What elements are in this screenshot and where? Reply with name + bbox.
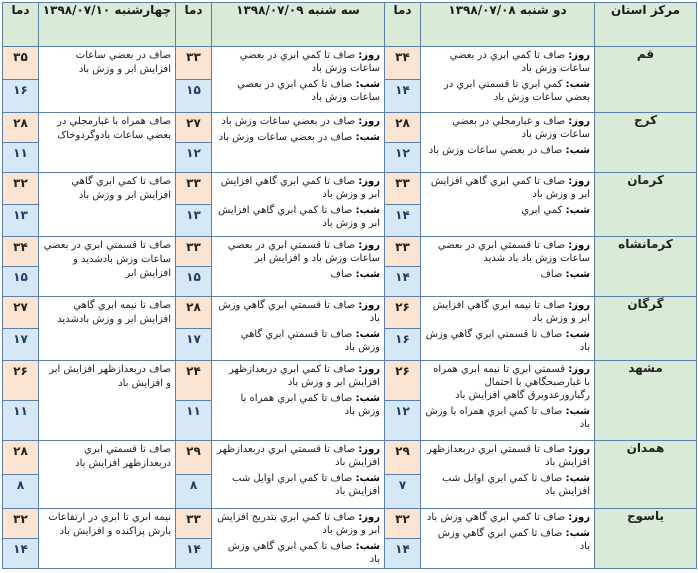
day-label: روز:: [358, 444, 380, 455]
day-forecast: [425, 443, 590, 469]
city-name: گرگان: [595, 297, 697, 361]
forecast-d2: [212, 361, 385, 441]
weather-forecast-table: [2, 2, 697, 569]
day-label: روز:: [568, 444, 590, 455]
day-forecast: [425, 363, 590, 402]
temp-min: ۱۴: [176, 538, 211, 568]
temp-max: ۲۶: [385, 361, 420, 400]
night-forecast: [425, 268, 590, 281]
night-forecast: [425, 405, 590, 431]
temp-max: ۳۳: [176, 237, 211, 266]
night-forecast: [216, 328, 380, 354]
table-row: [3, 173, 697, 237]
day-label: روز:: [568, 512, 590, 523]
forecast-d1: [421, 173, 595, 237]
night-text: صاف تا کمي ابري گاهي وزش باد: [437, 528, 590, 552]
city-name: کرج: [595, 113, 697, 173]
temp-min: ۷: [385, 474, 420, 508]
forecast-d2: [212, 509, 385, 569]
night-text: کمي ابري تا قسمتي ابري در بعضي ساعات وزش باد: [443, 79, 590, 103]
temp-min: ۸: [3, 474, 38, 508]
night-forecast: [216, 204, 380, 230]
temp-t1: [385, 297, 421, 361]
day-label: روز:: [358, 50, 380, 61]
night-text: صاف تا کمي ابري گاهي افزايش ابر و وزش باد: [218, 205, 380, 229]
forecast-d2: [212, 441, 385, 509]
day-forecast: [425, 115, 590, 141]
header-day3: چهارشنبه ۱۳۹۸/۰۷/۱۰: [39, 3, 176, 47]
temp-max: ۲۶: [385, 297, 420, 328]
day-label: روز:: [358, 240, 380, 251]
temp-t2: [176, 173, 212, 237]
night-forecast: [425, 472, 590, 498]
day-forecast: [216, 239, 380, 265]
night-label: شب:: [565, 145, 590, 156]
day-forecast: [425, 49, 590, 75]
temp-min: ۱۳: [176, 204, 211, 236]
day-forecast: [216, 443, 380, 469]
temp-t3: [3, 509, 39, 569]
night-forecast: [216, 131, 380, 144]
temp-max: ۲۶: [3, 361, 38, 400]
night-text: صاف تا کمي ابري همراه با وزش باد: [240, 393, 380, 417]
day-text: صاف تا کمي ابري در بعضي ساعات وزش باد: [239, 50, 380, 74]
day-text: صاف تا نيمه ابري گاهي افزايش ابر و وزش باد: [432, 300, 590, 324]
temp-min: ۱۲: [176, 142, 211, 172]
day-forecast: [216, 49, 380, 75]
forecast-d3: صاف تا کمي ابري گاهي افزايش ابر و وزش باد: [39, 173, 176, 237]
table-row: [3, 509, 697, 569]
day-text: صاف تا قسمتي ابري گاهي وزش باد: [218, 300, 380, 324]
city-name: مشهد: [595, 361, 697, 441]
night-label: شب:: [565, 205, 590, 216]
temp-max: ۳۳: [176, 173, 211, 204]
temp-max: ۳۲: [385, 509, 420, 538]
forecast-d1: [421, 361, 595, 441]
temp-t2: [176, 237, 212, 297]
night-text: صاف تا قسمتي ابري گاهي وزش باد: [425, 329, 590, 353]
night-label: شب:: [565, 406, 590, 417]
header-day2: سه شنبه ۱۳۹۸/۰۷/۰۹: [212, 3, 385, 47]
day-label: روز:: [568, 50, 590, 61]
temp-max: ۲۹: [385, 441, 420, 474]
temp-min: ۱۱: [3, 400, 38, 440]
temp-max: ۲۸: [176, 297, 211, 328]
day-text: صاف تا قسمتي ابري دربعدازظهر افزايش باد: [427, 444, 590, 468]
forecast-d1: [421, 47, 595, 113]
table-row: [3, 441, 697, 509]
forecast-d3: صاف تا نيمه ابري گاهي افزايش ابر و وزش بادشديد: [39, 297, 176, 361]
night-text: صاف تا کمي ابري گاهي وزش باد: [227, 541, 380, 565]
temp-min: ۱۳: [3, 204, 38, 236]
night-label: شب:: [565, 528, 590, 539]
temp-t1: [385, 361, 421, 441]
temp-t3: [3, 113, 39, 173]
city-name: کرمانشاه: [595, 237, 697, 297]
forecast-d2: [212, 297, 385, 361]
night-forecast: [425, 78, 590, 104]
day-text: صاف تا کمي ابري در بعضي ساعات وزش باد: [449, 50, 590, 74]
night-label: شب:: [355, 132, 380, 143]
night-forecast: [216, 78, 380, 104]
night-text: صاف تا قسمتي ابري گاهي وزش باد: [240, 329, 380, 353]
temp-max: ۲۹: [176, 441, 211, 474]
table-row: [3, 47, 697, 113]
forecast-d1: [421, 509, 595, 569]
temp-max: ۳۲: [3, 509, 38, 538]
day-text: صاف تا قسمتي ابري دربعدازظهر افزايش باد: [217, 444, 380, 468]
header-temp3: دما: [3, 3, 39, 47]
table-row: [3, 297, 697, 361]
temp-t2: [176, 297, 212, 361]
day-label: روز:: [358, 300, 380, 311]
temp-t3: [3, 361, 39, 441]
night-label: شب:: [565, 329, 590, 340]
night-text: صاف در بعضي ساعات وزش باد: [218, 132, 353, 143]
night-text: کمي ابري: [521, 205, 563, 216]
temp-max: ۳۳: [176, 47, 211, 79]
night-text: صاف تا کمي ابري اوايل شب افزايش باد: [232, 473, 380, 497]
temp-t1: [385, 47, 421, 113]
forecast-d2: [212, 173, 385, 237]
city-name: قم: [595, 47, 697, 113]
table-row: [3, 113, 697, 173]
temp-max: ۳۲: [3, 173, 38, 204]
day-label: روز:: [568, 176, 590, 187]
table-row: [3, 361, 697, 441]
temp-t3: [3, 173, 39, 237]
temp-min: ۱۷: [3, 328, 38, 360]
day-text: صاف تا قسمتي ابري در بعضي ساعات وزش باد باد شديد: [437, 240, 590, 264]
day-text: صاف تا کمي ابري گاهي افزايش ابر و وزش باد: [430, 176, 590, 200]
temp-min: ۱۴: [385, 266, 420, 296]
temp-t1: [385, 237, 421, 297]
night-label: شب:: [355, 541, 380, 552]
day-text: صاف تا کمي ابري دربعدازظهر افزايش ابر و وزش باد: [229, 364, 380, 388]
night-text: صاف در بعضي ساعات وزش باد: [428, 145, 563, 156]
temp-min: ۱۴: [3, 538, 38, 568]
header-temp2: دما: [176, 3, 212, 47]
day-text: صاف در بعضي ساعات وزش باد: [221, 116, 356, 127]
day-label: روز:: [568, 364, 590, 375]
night-label: شب:: [355, 205, 380, 216]
night-forecast: [216, 268, 380, 281]
day-forecast: [216, 363, 380, 389]
night-label: شب:: [355, 473, 380, 484]
temp-max: ۳۵: [3, 47, 38, 79]
day-label: روز:: [358, 512, 380, 523]
night-label: شب:: [565, 269, 590, 280]
temp-min: ۱۶: [3, 79, 38, 112]
night-forecast: [425, 328, 590, 354]
temp-min: ۱۱: [3, 142, 38, 172]
night-label: شب:: [355, 269, 380, 280]
night-forecast: [425, 527, 590, 553]
day-text: صاف تا کمي ابري گاهي وزش باد: [426, 512, 566, 523]
temp-t2: [176, 441, 212, 509]
night-forecast: [216, 392, 380, 418]
temp-max: ۳۳: [385, 173, 420, 204]
header-day1: دو شنبه ۱۳۹۸/۰۷/۰۸: [421, 3, 595, 47]
temp-t1: [385, 509, 421, 569]
night-text: صاف: [330, 269, 353, 280]
temp-min: ۸: [176, 474, 211, 508]
night-label: شب:: [355, 393, 380, 404]
forecast-d2: [212, 47, 385, 113]
night-label: شب:: [355, 329, 380, 340]
forecast-d3: صاف تا قسمتي ابري در بعضي ساعات وزش بادشديد و افزايش ابر: [39, 237, 176, 297]
temp-max: ۲۸: [385, 113, 420, 142]
night-label: شب:: [565, 79, 590, 90]
temp-min: ۱۴: [385, 79, 420, 112]
day-text: صاف تا کمي ابري گاهي افزايش ابر و وزش باد: [220, 176, 380, 200]
temp-min: ۱۵: [176, 266, 211, 296]
night-text: صاف تا کمي ابري همراه با وزش باد: [425, 406, 590, 430]
day-label: روز:: [358, 116, 380, 127]
temp-min: ۱۱: [176, 400, 211, 440]
city-name: کرمان: [595, 173, 697, 237]
day-label: روز:: [358, 364, 380, 375]
temp-max: ۲۸: [3, 113, 38, 142]
night-forecast: [425, 204, 590, 217]
temp-max: ۲۸: [3, 441, 38, 474]
day-text: صاف و غبارمجلي در بعضي ساعات وزش باد: [452, 116, 590, 140]
temp-t1: [385, 173, 421, 237]
temp-max: ۲۷: [3, 297, 38, 328]
day-forecast: [216, 175, 380, 201]
temp-t1: [385, 113, 421, 173]
temp-min: ۱۲: [385, 400, 420, 440]
night-label: شب:: [355, 79, 380, 90]
temp-t3: [3, 47, 39, 113]
day-forecast: [425, 175, 590, 201]
temp-min: ۱۲: [385, 142, 420, 172]
day-forecast: [425, 511, 590, 524]
night-forecast: [216, 472, 380, 498]
day-forecast: [425, 299, 590, 325]
day-text: قسمتي ابري تا نيمه ابري همراه با غبارصبحگاهي با احتمال رگبارورعدوبرق گاهي افزايش باد: [433, 364, 590, 401]
forecast-d1: [421, 237, 595, 297]
temp-t3: [3, 441, 39, 509]
day-forecast: [425, 239, 590, 265]
temp-min: ۱۷: [176, 328, 211, 360]
forecast-d2: [212, 113, 385, 173]
city-name: همدان: [595, 441, 697, 509]
temp-min: ۱۵: [176, 79, 211, 112]
day-label: روز:: [358, 176, 380, 187]
day-forecast: [216, 299, 380, 325]
forecast-d3: نيمه ابري تا ابري در ارتفاعات بارش پراکنده و افزايش باد: [39, 509, 176, 569]
temp-t2: [176, 361, 212, 441]
temp-min: ۱۵: [3, 266, 38, 296]
forecast-d3: صاف در بعضي ساعات افزايش ابر و وزش باد: [39, 47, 176, 113]
temp-t2: [176, 47, 212, 113]
forecast-d3: صاف دربعدازظهر افزايش ابر و افزايش باد: [39, 361, 176, 441]
temp-max: ۲۴: [176, 361, 211, 400]
night-forecast: [216, 540, 380, 566]
temp-t3: [3, 297, 39, 361]
forecast-d1: [421, 297, 595, 361]
day-label: روز:: [568, 240, 590, 251]
night-text: صاف تا کمي ابري در بعضي ساعات وزش باد: [237, 79, 380, 103]
day-text: صاف تا قسمتي ابري در بعضي ساعات وزش باد و افزايش ابر: [227, 240, 380, 264]
night-label: شب:: [565, 473, 590, 484]
temp-t2: [176, 113, 212, 173]
temp-max: ۲۷: [176, 113, 211, 142]
temp-max: ۳۳: [385, 237, 420, 266]
header-temp1: دما: [385, 3, 421, 47]
table-row: [3, 237, 697, 297]
temp-min: ۱۶: [385, 328, 420, 360]
temp-t2: [176, 509, 212, 569]
city-name: ياسوج: [595, 509, 697, 569]
temp-t1: [385, 441, 421, 509]
temp-max: ۳۳: [176, 509, 211, 538]
temp-min: ۱۴: [385, 204, 420, 236]
night-text: صاف تا کمي ابري اوايل شب افزايش باد: [442, 473, 590, 497]
night-text: صاف: [540, 269, 563, 280]
header-row: [3, 3, 697, 47]
header-city: مرکز استان: [595, 3, 697, 47]
day-label: روز:: [568, 116, 590, 127]
temp-max: ۳۴: [385, 47, 420, 79]
day-text: صاف تا کمي ابري بتدريج افزايش ابر و وزش باد: [217, 512, 380, 536]
forecast-d3: صاف تا قسمتي ابري دربعدازظهر افزايش باد: [39, 441, 176, 509]
temp-t3: [3, 237, 39, 297]
temp-min: ۱۴: [385, 538, 420, 568]
temp-max: ۳۴: [3, 237, 38, 266]
day-forecast: [216, 511, 380, 537]
day-label: روز:: [568, 300, 590, 311]
forecast-d2: [212, 237, 385, 297]
forecast-d1: [421, 441, 595, 509]
night-forecast: [425, 144, 590, 157]
forecast-d3: صاف همراه با غبارمجلي در بعضي ساعات بادوگردوخاک: [39, 113, 176, 173]
forecast-d1: [421, 113, 595, 173]
day-forecast: [216, 115, 380, 128]
